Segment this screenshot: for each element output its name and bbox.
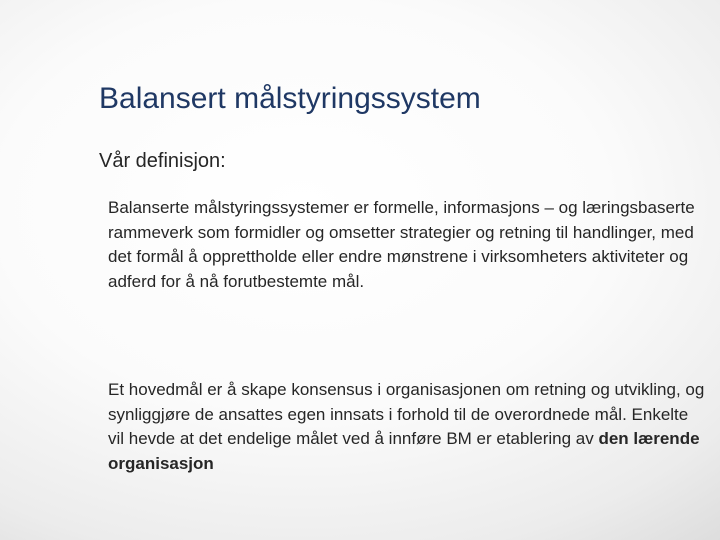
goal-paragraph [108, 378, 706, 476]
definition-paragraph: Balanserte målstyringssystemer er formelle, informasjons – og læringsbaserte rammeverk som formidler og omsetter strategier og retning til handlinger, med det formål å opprettholde eller endre mønstrene i virksomheters aktiviteter og adferd for å nå forutbestemte mål. [108, 198, 695, 291]
goal-paragraph-emphasis: den lærende organisasjon [108, 429, 700, 473]
slide-title: Balansert målstyringssystem [99, 82, 481, 115]
definition-heading: Vår definisjon: [99, 150, 226, 172]
goal-paragraph-text: Et hovedmål er å skape konsensus i organisasjonen om retning og utvikling, og synliggjøre de ansattes egen innsats i forhold til de overordnede mål. Enkelte vil hevde at det endelige målet ved å innføre BM er etablering av [108, 380, 705, 448]
